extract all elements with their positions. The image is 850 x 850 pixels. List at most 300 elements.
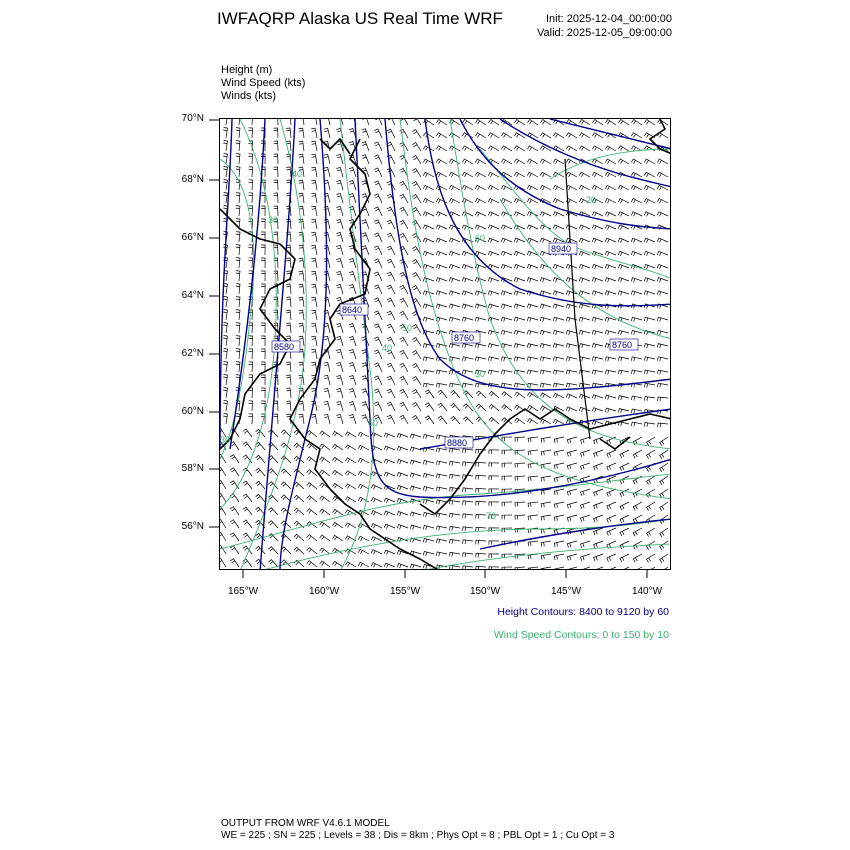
wind-barb [281,430,291,437]
wind-barb [631,422,642,427]
wind-barb [400,129,408,138]
wind-barb [514,225,525,230]
wind-barb [299,180,304,190]
wind-barb [619,120,630,126]
wind-speed-contours-note: Wind Speed Contours: 0 to 150 by 10 [493,629,669,641]
wind-barb [294,482,304,489]
wind-label: 70 [486,511,497,521]
wind-barb [618,396,629,401]
wind-barb [230,468,239,476]
wind-barb [579,304,590,309]
wind-barb [607,463,616,471]
wind-barb [475,159,486,164]
wind-barb [336,414,343,424]
wind-barb [605,212,616,217]
wind-barb [631,278,642,283]
wind-barb [268,547,278,554]
wind-barb [620,502,629,510]
wind-barb [223,336,227,347]
wind-barb [281,547,291,554]
wind-barb [476,404,486,411]
wind-barb [311,297,317,307]
wind-barb [462,251,473,256]
wind-barb [299,414,304,424]
wind-barb [540,317,551,322]
wind-barb [248,362,252,372]
wind-barb [462,304,473,309]
wind-barb [423,264,434,269]
wind-barb [605,251,616,256]
wind-barb [540,172,551,177]
wind-barb [514,317,525,322]
wind-barb [515,437,525,442]
wind-barb [311,271,317,281]
wind-barb [400,350,408,359]
wind-barb [412,325,421,334]
wind-barb [540,330,551,335]
wind-barb [660,476,668,485]
wind-barb [579,383,590,387]
wind-barb [462,225,473,230]
wind-label: 60 [368,418,379,428]
wind-barb [400,233,408,242]
wind-barb [320,535,330,541]
wind-barb [657,370,668,374]
height-label: 8880 [447,438,468,448]
wind-barb [475,185,486,190]
wind-barb [349,194,356,204]
wind-barb [605,330,616,335]
wind-barb [223,401,227,412]
wind-barb [371,537,382,542]
wind-barb [502,476,512,480]
wind-barb [436,304,447,309]
field-height-label: Height (m) [221,64,273,76]
wind-barb [286,401,291,411]
wind-barb [581,541,591,548]
wind-barb [566,330,577,335]
wind-barb [553,330,564,335]
wind-barb [644,251,655,256]
wind-barb [527,344,538,349]
wind-barb [412,195,421,204]
wind-barb [236,245,240,255]
wind-barb [605,185,616,190]
wind-barb [220,520,226,529]
wind-barb [274,167,278,177]
wind-barb [436,278,447,283]
wind-barb [660,463,668,472]
wind-barb [336,401,343,411]
wind-barb [384,459,395,464]
footer-config: WE = 225 ; SN = 225 ; Levels = 38 ; Dis = 8km ; Phys Opt = 8 ; PBL Opt = 1 ; Cu Opt = 3 [221,830,615,841]
wind-barb [566,394,577,399]
wind-barb [567,502,577,509]
wind-barb [410,447,421,452]
wind-barb [657,172,668,177]
wind-barb [450,526,461,530]
wind-barb [397,447,408,452]
wind-barb [400,415,408,424]
wind-barb [423,370,434,374]
wind-barb [644,212,655,217]
wind-barb [579,146,590,151]
wind-barb [274,232,278,242]
wind-barb [581,515,591,522]
wind-barb [358,432,369,437]
wind-barb [657,383,668,387]
wind-barb [633,450,642,458]
wind-barb [410,473,421,478]
wind-barb [660,541,668,550]
wind-barb [299,128,304,138]
wind-barb [423,486,434,491]
wind-barb [462,159,473,164]
wind-barb [566,185,577,190]
wind-barb [450,513,461,517]
wind-barb [476,488,486,492]
wind-label: 30 [220,435,231,445]
wind-barb [374,272,382,281]
wind-barb [436,199,447,204]
wind-barb [607,567,616,570]
wind-barb [412,273,421,282]
wind-barb [349,324,356,334]
wind-barb [248,258,252,268]
wind-barb [657,278,668,283]
wind-barb [236,336,240,346]
wind-barb [540,212,551,217]
wind-barb [374,298,382,307]
wind-barb [243,494,252,502]
wind-barb [311,349,317,359]
wind-barb [320,561,330,567]
wind-barb [644,357,655,361]
lat-tick-66: 66°N [181,232,204,243]
wind-barb [349,402,356,412]
wind-barb [607,528,616,536]
wind-barb [618,278,629,283]
wind-barb [436,383,447,387]
wind-barb [475,291,486,296]
wind-barb [268,430,278,437]
wind-barb [501,357,512,361]
wind-barb [374,168,382,177]
wind-barb [632,120,643,126]
wind-barb [387,220,395,229]
wind-barb [620,463,629,471]
wind-barb [412,416,421,425]
wind-barb [463,514,473,518]
wind-barb [362,129,369,138]
wind-barb [541,554,551,560]
wind-barb [541,502,551,508]
wind-barb [475,304,486,309]
wind-barb [261,336,265,346]
wind-barb [286,258,291,268]
wind-barb [476,501,486,505]
wind-barb [475,251,486,256]
wind-barb [647,528,656,537]
wind-barb [527,199,538,204]
wind-barb [579,407,590,412]
wind-barb [553,212,564,217]
wind-barb [223,297,227,308]
wind-barb [449,278,460,283]
wind-barb [514,383,525,387]
wind-barb [594,489,603,496]
wind-barb [412,119,421,125]
wind-barb [286,323,291,333]
wind-barb [647,437,656,446]
wind-barb [223,141,227,152]
wind-barb [540,304,551,309]
wind-barb [592,238,603,243]
wind-barb [540,278,551,283]
wind-barb [223,388,227,399]
wind-barb [553,133,564,138]
wind-barb [345,471,356,476]
wind-barb [488,278,499,283]
wind-barb [660,437,668,446]
wind-barb [384,511,395,516]
wind-barb [274,258,278,268]
wind-barb [412,364,421,373]
wind-barb [605,225,616,230]
field-wind-speed-label: Wind Speed (kts) [221,77,306,89]
wind-barb [349,337,356,347]
wind-barb [618,317,629,322]
lon-tick-165: 165°W [227,586,259,597]
wind-barb [645,397,656,401]
wind-barb [476,475,486,479]
wind-barb [256,481,265,489]
wind-barb [501,370,512,374]
wind-barb [423,133,434,138]
wind-barb [333,509,344,515]
wind-barb [554,541,564,547]
wind-barb [324,128,330,138]
wind-barb [553,357,564,361]
wind-barb [374,376,382,385]
wind-barb [657,317,668,322]
wind-barb [324,167,330,177]
wind-barb [336,323,343,333]
wind-barb [371,524,382,529]
wind-barb [593,120,604,126]
wind-barb [620,450,629,458]
wind-barb [423,317,434,322]
wind-barb [223,323,227,334]
wind-barb [501,330,512,335]
wind-barb [607,502,616,510]
wind-barb [488,199,499,204]
wind-barb [527,185,538,190]
wind-barb [450,500,461,504]
wind-barb [501,185,512,190]
wind-barb [387,119,395,125]
wind-barb [294,534,304,541]
wind-barb [502,450,512,454]
wind-barb [324,362,330,372]
wind-barb [489,489,499,493]
wind-barb [243,442,252,450]
wind-barb [501,251,512,256]
wind-barb [660,567,668,570]
wind-barb [438,403,447,411]
wind-barb [657,264,668,269]
wind-barb [333,561,344,567]
wind-barb [261,375,265,385]
lon-tick-160: 160°W [308,586,340,597]
wind-barb [476,462,486,466]
wind-barb [223,119,227,125]
wind-barb [410,434,421,439]
wind-barb [374,402,382,411]
wind-barb [299,271,304,281]
wind-barb [620,528,629,536]
wind-barb [358,536,369,541]
wind-barb [436,146,447,151]
wind-barb [501,146,512,151]
wind-barb [489,567,499,570]
wind-barb [423,357,434,361]
wind-barb [220,546,226,555]
wind-barb [299,284,304,294]
wind-barb [644,172,655,177]
wind-barb [358,458,369,463]
wind-barb [657,344,668,349]
wind-barb [349,285,356,295]
wind-barb [579,133,590,138]
wind-barb [324,375,330,385]
wind-barb [345,445,356,450]
wind-barb [489,541,499,545]
wind-barb [607,554,616,562]
wind-barb [436,526,447,530]
wind-barb [660,489,668,498]
wind-barb [579,172,590,177]
wind-barb [410,564,421,569]
wind-barb [299,154,304,164]
wind-barb [223,375,227,386]
wind-barb [223,349,227,360]
wind-barb [502,392,512,398]
wind-barb [528,437,538,442]
wind-barb [515,528,525,533]
wind-barb [336,362,343,372]
wind-barb [645,423,656,427]
wind-barb [476,391,486,398]
wind-barb [514,172,525,177]
wind-barb [489,463,499,467]
wind-barb [631,199,642,204]
wind-barb [268,521,278,528]
wind-barb [567,463,577,470]
wind-barb [374,285,382,294]
wind-barb [553,238,564,243]
wind-barb [631,172,642,177]
wind-barb [384,446,395,451]
wind-barb [581,502,591,509]
wind-barb [514,238,525,243]
wind-barb [449,344,460,349]
wind-barb [336,245,343,255]
wind-barb [423,538,434,543]
wind-barb [410,460,421,465]
wind-barb [488,146,499,151]
wind-barb [618,370,629,374]
wind-barb [514,304,525,309]
wind-barb [281,482,291,489]
wind-barb [527,278,538,283]
wind-barb [449,291,460,296]
wind-barb [541,450,551,456]
wind-barb [501,291,512,296]
wind-barb [387,207,395,216]
wind-barb [449,159,460,164]
wind-barb [475,133,486,138]
wind-barb [261,193,265,203]
wind-barb [592,159,603,164]
wind-barb [311,232,317,242]
wind-barb [644,278,655,283]
wind-barb [336,375,343,385]
wind-barb [311,128,317,138]
wind-barb [336,232,343,242]
wind-barb [436,539,447,543]
wind-barb [311,154,317,164]
wind-barb [268,508,278,515]
wind-barb [336,271,343,281]
wind-barb [400,337,408,346]
wind-barb [605,357,616,361]
wind-barb [541,437,551,443]
wind-barb [553,199,564,204]
wind-barb [475,199,486,204]
wind-barb [220,481,226,490]
wind-barb [436,212,447,217]
wind-barb [384,433,395,438]
wind-barb [502,567,512,570]
wind-barb [540,133,551,138]
wind-barb [592,133,603,138]
wind-barb [333,470,344,476]
wind-barb [515,120,526,126]
wind-barb [580,120,591,126]
wind-barb [412,377,421,386]
wind-barb [581,567,591,570]
wind-barb [299,401,304,411]
wind-barb [436,291,447,296]
wind-barb [605,370,616,374]
wind-barb [236,297,240,307]
wind-barb [450,565,461,569]
wind-barb [274,128,278,138]
wind-barb [554,515,564,521]
wind-barb [451,416,461,424]
wind-barb [286,375,291,385]
wind-barb [527,264,538,269]
wind-barb [502,502,512,506]
wind-barb [358,471,369,476]
wind-barb [324,119,330,125]
wind-barb [387,324,395,333]
wind-barb [320,509,330,515]
wind-barb [286,119,291,125]
wind-barb [463,449,473,453]
wind-barb [307,483,317,489]
